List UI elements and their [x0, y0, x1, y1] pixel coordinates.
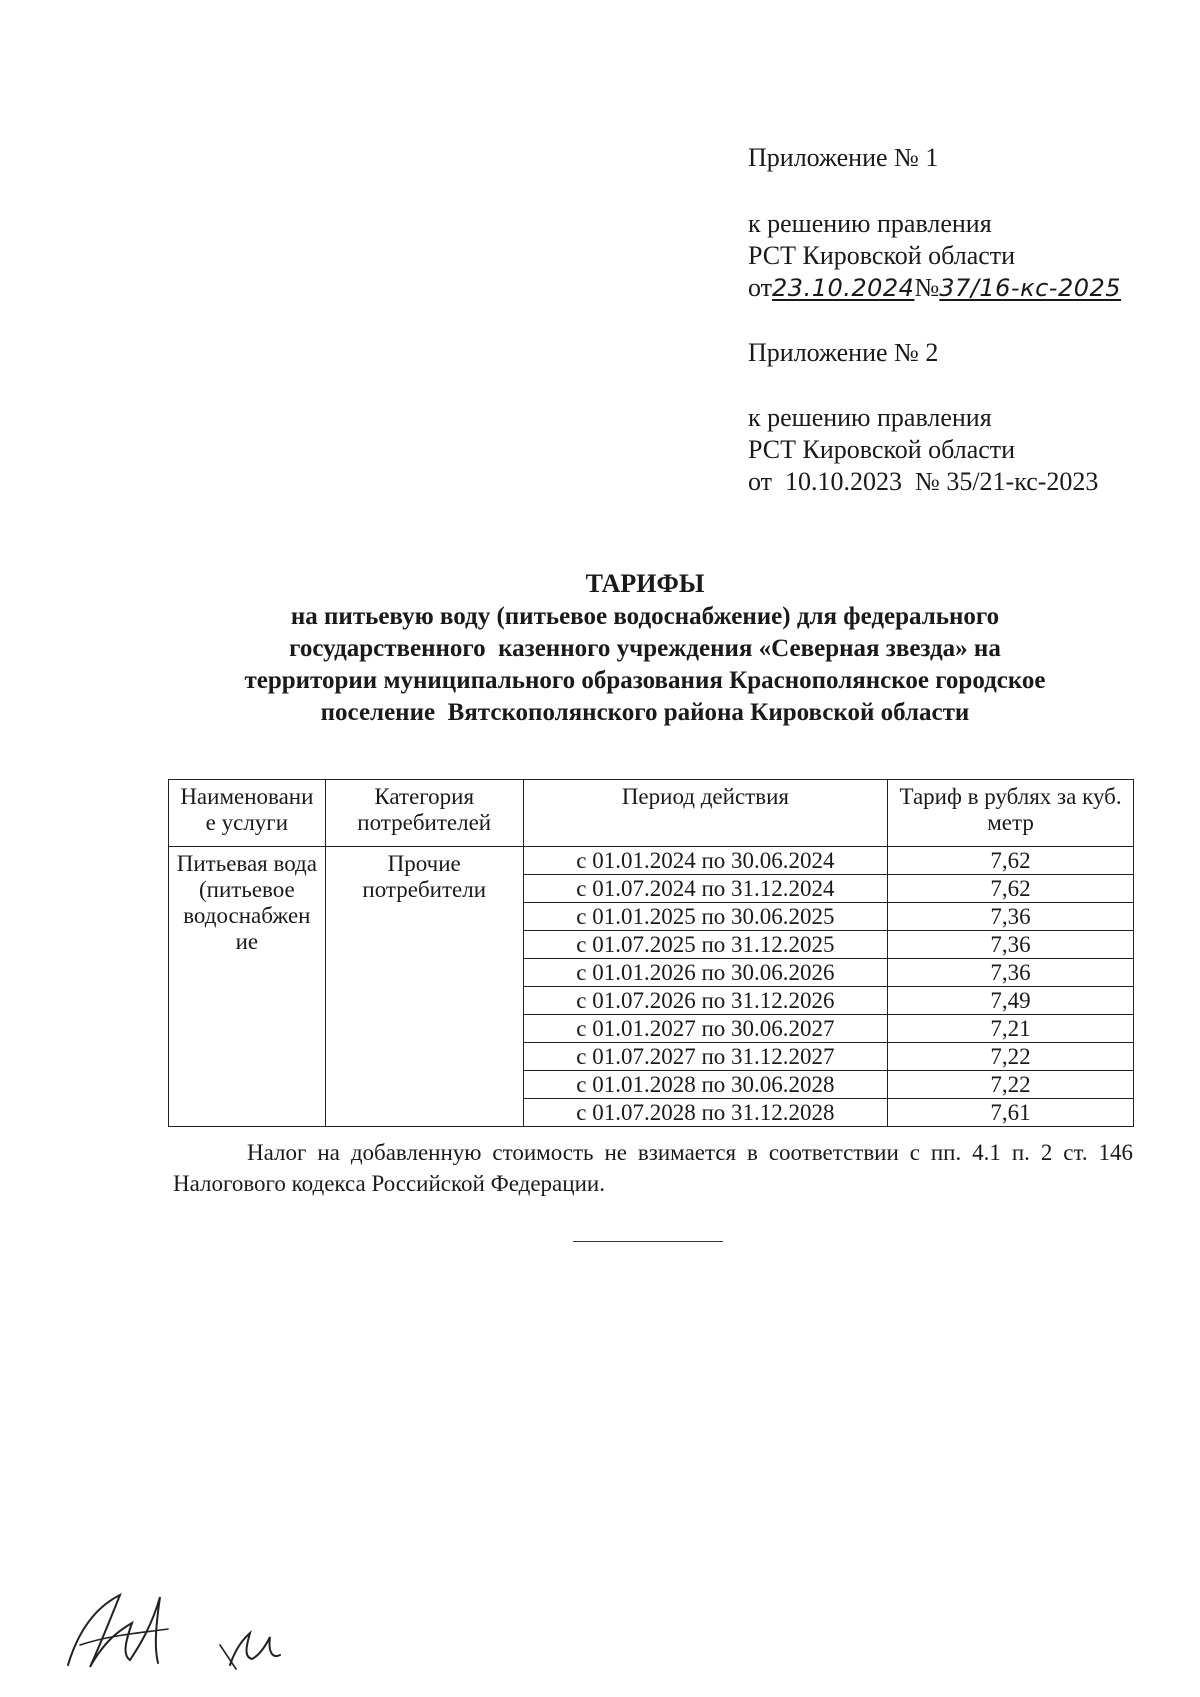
rate-cell: 7,22	[888, 1043, 1134, 1071]
rate-cell: 7,61	[888, 1099, 1134, 1127]
rate-cell: 7,22	[888, 1071, 1134, 1099]
period-cell: с 01.01.2028 по 30.06.2028	[523, 1071, 887, 1099]
header-service: Наименовани е услуги	[169, 780, 326, 847]
annex2-title	[748, 337, 938, 369]
rate-cell: 7,36	[888, 959, 1134, 987]
tariff-table	[168, 779, 1134, 1127]
period-cell: с 01.07.2027 по 31.12.2027	[523, 1043, 887, 1071]
table-row	[169, 847, 1134, 875]
period-cell: с 01.01.2027 по 30.06.2027	[523, 1015, 887, 1043]
rate-cell: 7,36	[888, 931, 1134, 959]
annex1-reference	[748, 208, 1121, 304]
period-cell: с 01.01.2026 по 30.06.2026	[523, 959, 887, 987]
heading-line2: государственного казенного учреждения «Северная звезда» на	[289, 635, 1001, 662]
annex1-title	[748, 142, 938, 174]
table-header-row	[169, 780, 1134, 847]
header-period: Период действия	[523, 780, 887, 847]
annex1-title-text: Приложение № 1	[748, 143, 939, 172]
annex2-reference	[748, 402, 1098, 498]
heading-line1: на питьевую воду (питьевое водоснабжение) для федерального	[290, 603, 1000, 630]
header-consumer: Категория потребителей	[325, 780, 523, 847]
document-heading	[160, 568, 1130, 729]
end-separator-line	[573, 1241, 723, 1242]
heading-line3: территории муниципального образования Краснополянское городское	[244, 667, 1046, 694]
vat-note: Налог на добавленную стоимость не взимается в соответствии с пп. 4.1 п. 2 ст. 146 Налогового кодекса Российской Федерации.	[173, 1140, 1133, 1196]
rate-cell: 7,21	[888, 1015, 1134, 1043]
period-cell: с 01.01.2024 по 30.06.2024	[523, 847, 887, 875]
rate-cell: 7,62	[888, 875, 1134, 903]
period-cell: с 01.07.2028 по 31.12.2028	[523, 1099, 887, 1127]
handwritten-signature-icon	[60, 1585, 290, 1675]
rate-cell: 7,49	[888, 987, 1134, 1015]
annex1-handwritten-number: 37/16-кс-2025	[939, 274, 1122, 302]
annex1-line2: РСТ Кировской области	[748, 241, 1016, 270]
rate-cell: 7,62	[888, 847, 1134, 875]
annex1-handwritten-date: 23.10.2024	[772, 274, 915, 302]
annex1-prefix-from: от	[748, 273, 773, 302]
period-cell: с 01.07.2024 по 31.12.2024	[523, 875, 887, 903]
period-cell: с 01.07.2025 по 31.12.2025	[523, 931, 887, 959]
heading-line4: поселение Вятскополянского района Кировской области	[320, 699, 970, 726]
service-cell: Питьевая вода (питьевое водоснабжен ие	[169, 847, 326, 1127]
annex2-title-text: Приложение № 2	[748, 338, 939, 367]
period-cell: с 01.01.2025 по 30.06.2025	[523, 903, 887, 931]
period-cell: с 01.07.2026 по 31.12.2026	[523, 987, 887, 1015]
annex1-line1: к решению правления	[748, 209, 992, 238]
heading-title: ТАРИФЫ	[585, 569, 705, 598]
header-rate: Тариф в рублях за куб. метр	[888, 780, 1134, 847]
annex1-prefix-number: №	[914, 273, 940, 302]
annex2-line3: от 10.10.2023 № 35/21-кс-2023	[748, 467, 1099, 496]
rate-cell: 7,36	[888, 903, 1134, 931]
consumer-cell: Прочие потребители	[325, 847, 523, 1127]
annex1-line3	[748, 272, 1121, 304]
annex2-line2: РСТ Кировской области	[748, 435, 1016, 464]
annex2-line1: к решению правления	[748, 403, 992, 432]
